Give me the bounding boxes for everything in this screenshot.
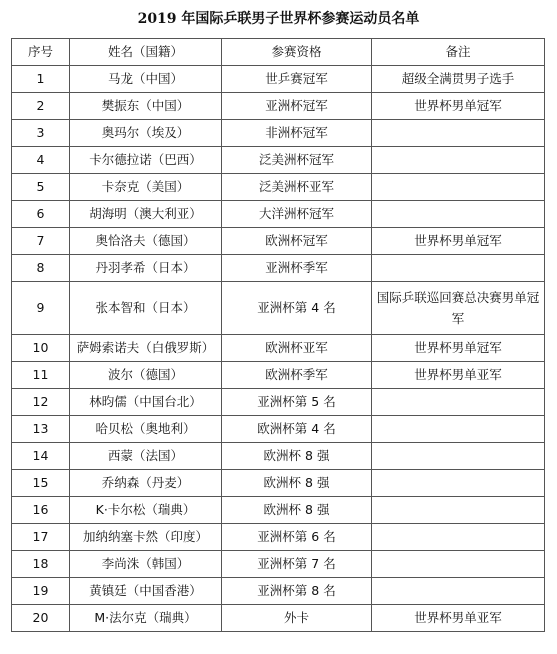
header-cell-note: 备注 [372,39,545,66]
cell-name: 加纳纳塞卡然（印度） [70,524,222,551]
table-row [12,362,545,389]
cell-qualification: 欧洲杯冠军 [222,228,372,255]
cell-name: 胡海明（澳大利亚） [70,201,222,228]
cell-number: 10 [12,335,70,362]
table-row [12,335,545,362]
cell-note [372,255,545,282]
cell-note: 超级全满贯男子选手 [372,66,545,93]
roster-body [12,66,545,632]
cell-qualification: 世乒赛冠军 [222,66,372,93]
table-row [12,578,545,605]
cell-note [372,497,545,524]
cell-note [372,174,545,201]
cell-number: 15 [12,470,70,497]
cell-note [372,578,545,605]
header-cell-qualification: 参赛资格 [222,39,372,66]
cell-name: 张本智和（日本） [70,282,222,335]
cell-note: 世界杯男单冠军 [372,335,545,362]
cell-qualification: 欧洲杯季军 [222,362,372,389]
cell-number: 3 [12,120,70,147]
cell-name: 丹羽孝希（日本） [70,255,222,282]
cell-number: 20 [12,605,70,632]
cell-number: 11 [12,362,70,389]
cell-qualification: 外卡 [222,605,372,632]
table-row [12,66,545,93]
cell-name: K·卡尔松（瑞典） [70,497,222,524]
cell-note: 世界杯男单冠军 [372,93,545,120]
table-row [12,282,545,335]
table-row [12,551,545,578]
cell-number: 5 [12,174,70,201]
cell-qualification: 泛美洲杯亚军 [222,174,372,201]
cell-qualification: 欧洲杯第 4 名 [222,416,372,443]
cell-note [372,416,545,443]
cell-qualification: 亚洲杯冠军 [222,93,372,120]
cell-note [372,470,545,497]
cell-name: 奥恰洛夫（德国） [70,228,222,255]
cell-number: 7 [12,228,70,255]
cell-note [372,389,545,416]
table-row [12,416,545,443]
cell-name: M·法尔克（瑞典） [70,605,222,632]
cell-note [372,201,545,228]
cell-note [372,551,545,578]
cell-qualification: 泛美洲杯冠军 [222,147,372,174]
cell-number: 18 [12,551,70,578]
cell-number: 12 [12,389,70,416]
cell-number: 4 [12,147,70,174]
cell-number: 19 [12,578,70,605]
cell-number: 16 [12,497,70,524]
cell-note [372,147,545,174]
page-title: 2019 年国际乒联男子世界杯参赛运动员名单 [137,11,420,27]
cell-note [372,120,545,147]
cell-name: 黄镇廷（中国香港） [70,578,222,605]
cell-note [372,524,545,551]
cell-qualification: 非洲杯冠军 [222,120,372,147]
cell-name: 西蒙（法国） [70,443,222,470]
cell-number: 2 [12,93,70,120]
cell-qualification: 欧洲杯 8 强 [222,470,372,497]
table-row [12,93,545,120]
header-cell-number: 序号 [12,39,70,66]
cell-name: 奥玛尔（埃及） [70,120,222,147]
cell-number: 6 [12,201,70,228]
cell-qualification: 亚洲杯第 4 名 [222,282,372,335]
cell-note: 国际乒联巡回赛总决赛男单冠军 [372,282,545,335]
table-row [12,524,545,551]
cell-number: 8 [12,255,70,282]
table-row [12,255,545,282]
cell-name: 萨姆索诺夫（白俄罗斯） [70,335,222,362]
table-row [12,443,545,470]
cell-name: 卡尔德拉诺（巴西） [70,147,222,174]
table-row [12,174,545,201]
cell-note: 世界杯男单亚军 [372,605,545,632]
cell-qualification: 欧洲杯 8 强 [222,443,372,470]
cell-qualification: 亚洲杯第 5 名 [222,389,372,416]
table-row [12,228,545,255]
cell-name: 林昀儒（中国台北） [70,389,222,416]
cell-name: 哈贝松（奥地利） [70,416,222,443]
cell-number: 1 [12,66,70,93]
cell-qualification: 亚洲杯第 6 名 [222,524,372,551]
table-row [12,497,545,524]
table-row [12,201,545,228]
cell-qualification: 大洋洲杯冠军 [222,201,372,228]
table-row [12,147,545,174]
cell-number: 14 [12,443,70,470]
cell-name: 乔纳森（丹麦） [70,470,222,497]
cell-number: 13 [12,416,70,443]
cell-qualification: 欧洲杯 8 强 [222,497,372,524]
roster-table [11,38,545,632]
cell-name: 李尚洙（韩国） [70,551,222,578]
cell-qualification: 亚洲杯第 7 名 [222,551,372,578]
cell-qualification: 欧洲杯亚军 [222,335,372,362]
cell-note [372,443,545,470]
cell-note: 世界杯男单亚军 [372,362,545,389]
cell-name: 马龙（中国） [70,66,222,93]
cell-qualification: 亚洲杯季军 [222,255,372,282]
cell-name: 卡奈克（美国） [70,174,222,201]
header-cell-name: 姓名（国籍） [70,39,222,66]
cell-number: 17 [12,524,70,551]
table-row [12,389,545,416]
cell-name: 樊振东（中国） [70,93,222,120]
cell-note: 世界杯男单冠军 [372,228,545,255]
table-header-row [12,39,545,66]
cell-name: 波尔（德国） [70,362,222,389]
cell-qualification: 亚洲杯第 8 名 [222,578,372,605]
cell-number: 9 [12,282,70,335]
table-row [12,605,545,632]
table-row [12,120,545,147]
table-row [12,470,545,497]
